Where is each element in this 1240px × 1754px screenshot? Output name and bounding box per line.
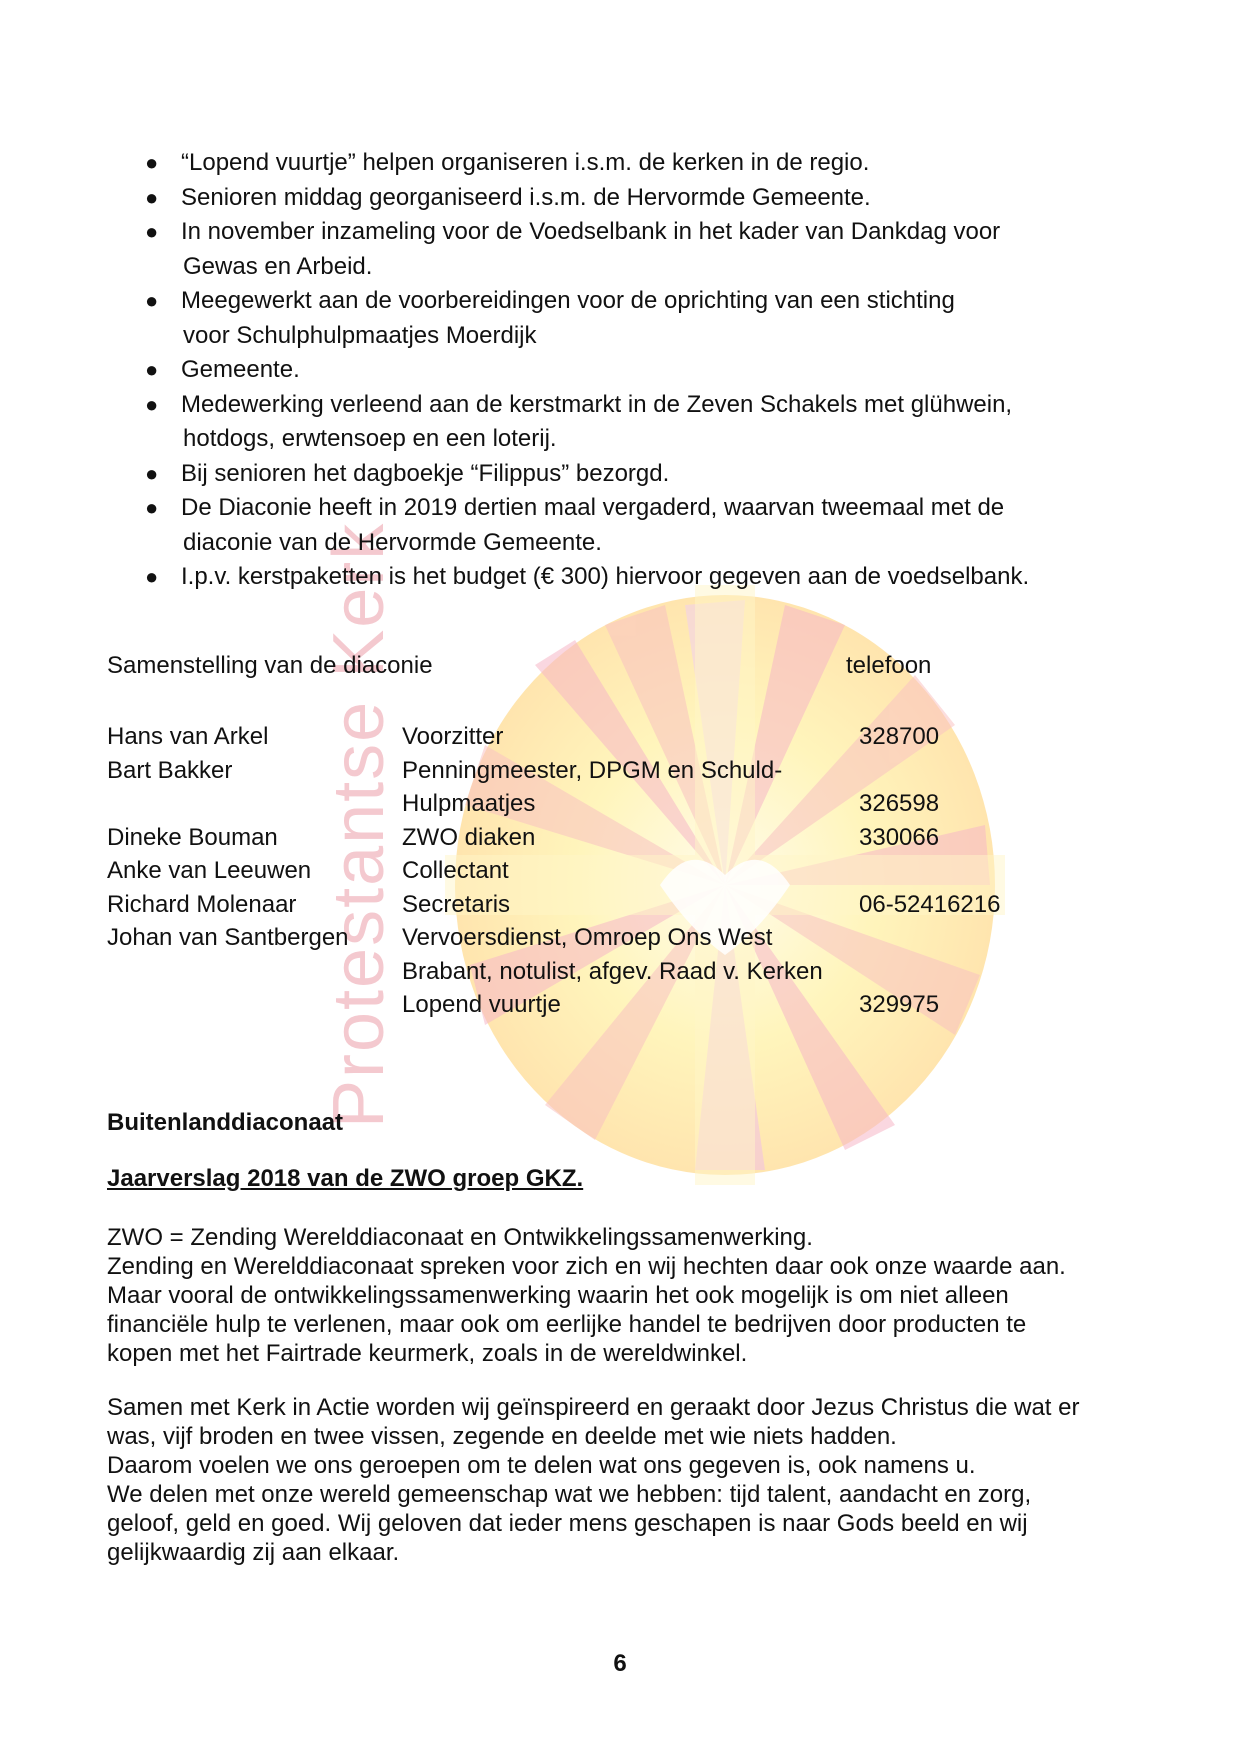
list-item: ● Gemeente.	[140, 353, 1140, 388]
bullet-icon: ●	[145, 460, 159, 486]
bullet-icon: ●	[145, 391, 159, 417]
list-item: ● Meegewerkt aan de voorbereidingen voor de oprichting van een stichting voor Schulphulpmaatjes Moerdijk	[140, 284, 1140, 353]
report-heading: Jaarverslag 2018 van de ZWO groep GKZ.	[107, 1165, 584, 1192]
bullet-icon: ●	[145, 564, 159, 589]
mission-paragraph: Samen met Kerk in Actie worden wij geïnspireerd en geraakt door Jezus Christus die wat er was, vijf broden en twee vissen, zegende en deelde met wie niets hadden. Daarom voelen we ons geroepen om te delen wat ons gegeven is, ook namens u. We delen met onze wereld gemeenschap wat we hebben: tijd talent, aandacht en zorg, geloof, geld en goed. Wij geloven dat ieder mens geschapen is naar Gods beeld en wij gelijkwaardig zij aan elkaar.	[107, 1394, 1080, 1566]
table-row: Lopend vuurtje 329975	[402, 991, 940, 1018]
bullet-icon: ●	[145, 495, 159, 520]
bullet-icon: ●	[145, 219, 159, 244]
list-item: ● Senioren middag georganiseerd i.s.m. de Hervormde Gemeente.	[140, 181, 1140, 216]
list-item: ● I.p.v. kerstpaketten is het budget (€ 300) hiervoor gegeven aan de voedselbank.	[140, 560, 1140, 595]
page-number: 6	[613, 1650, 627, 1677]
phone-column-heading: telefoon	[846, 652, 932, 679]
table-row: Brabant, notulist, afgev. Raad v. Kerken	[402, 957, 823, 985]
table-row: Hulpmaatjes 326598	[402, 790, 940, 817]
table-row: Anke van Leeuwen Collectant	[107, 857, 509, 884]
bullet-icon: ●	[145, 288, 159, 313]
list-item: ● Bij senioren het dagboekje “Filippus” bezorgd.	[140, 457, 1140, 492]
members-heading: Samenstelling van de diaconie	[107, 652, 433, 679]
list-item: ● In november inzameling voor de Voedselbank in het kader van Dankdag voor Gewas en Arbeid.	[140, 215, 1140, 284]
bullet-icon: ●	[145, 357, 159, 382]
bullet-icon: ●	[145, 150, 159, 175]
table-row: Johan van Santbergen Vervoersdienst, Omroep Ons West	[107, 924, 773, 951]
list-item: ● De Diaconie heeft in 2019 dertien maal vergaderd, waarvan tweemaal met de diaconie van de Hervormde Gemeente.	[140, 491, 1140, 560]
list-item: ● Medewerking verleend aan de kerstmarkt in de Zeven Schakels met glühwein, hotdogs, erwtensoep en een loterij.	[140, 388, 1140, 457]
table-row: Dineke Bouman ZWO diaken 330066	[107, 823, 940, 851]
bullet-icon: ●	[145, 184, 159, 210]
intro-paragraph: ZWO = Zending Werelddiaconaat en Ontwikkelingssamenwerking. Zending en Werelddiaconaat spreken voor zich en wij hechten daar ook onze waarde aan. Maar vooral de ontwikkelingssamenwerking waarin het ook mogelijk is om niet alleen financiële hulp te verlenen, maar ook om eerlijke handel te bedrijven door producten te kopen met het Fairtrade keurmerk, zoals in de wereldwinkel.	[107, 1224, 1066, 1367]
section-heading: Buitenlanddiaconaat	[107, 1109, 344, 1136]
activity-list	[140, 146, 1140, 595]
table-row: Hans van Arkel Voorzitter 328700	[107, 723, 940, 750]
watermark-text: Protestantse Kerk	[319, 521, 399, 1128]
table-row: Bart Bakker Penningmeester, DPGM en Schuld-	[107, 756, 783, 784]
members-table	[107, 720, 1067, 1022]
table-row: Richard Molenaar Secretaris 06-52416216	[107, 890, 1001, 918]
list-item: ● “Lopend vuurtje” helpen organiseren i.s.m. de kerken in de regio.	[140, 146, 1140, 181]
